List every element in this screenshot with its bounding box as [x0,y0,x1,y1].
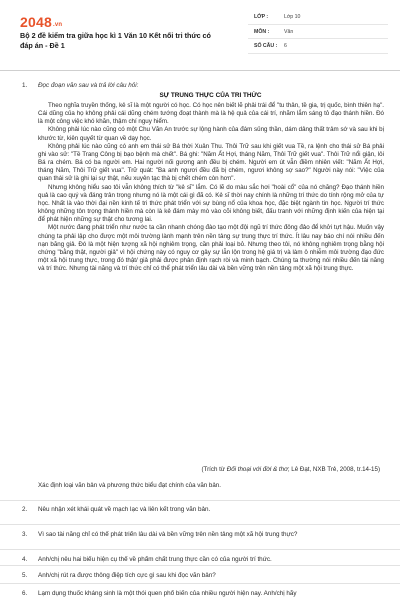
question-divider [0,549,400,550]
meta-value: Văn [284,28,294,35]
question-divider [0,524,400,525]
header-divider [0,70,400,71]
question-divider [0,500,400,501]
question-prompt: Đọc đoạn văn sau và trả lời câu hỏi: [38,82,139,89]
page-header [0,0,400,68]
question-item [0,506,400,520]
question-text: Vì sao tài năng chỉ có thể phát triển lâu dài và bền vững trên nền tảng một xã hội trung thực? [38,531,298,538]
reading-passage [38,102,384,273]
meta-row-class [248,10,388,25]
passage-title: SỰ TRUNG THỰC CỦA TRI THỨC [159,92,262,99]
site-logo[interactable] [20,14,62,30]
question-divider [0,565,400,566]
passage-paragraph: Không phải lúc nào cũng có anh em thái sử Bá thời Xuân Thu. Thôi Trữ sau khi giết vua Tề, ra lệnh cho thái sử Bá phải ghi vào sử: "Tề Trang Công bị bạo bệnh mà chết". Bá ghi: "Năm Ất Hợi, tháng Năm, Thôi Trữ giết vua". Thôi Trữ nổi giận, lôi Bá ra chém. Bá có ba người em. Hai người nối gương anh đều bị chém. Người em út vẫn điềm nhiên viết: "Năm Ất Hợi, tháng Năm, Thôi Trữ giết vua". Trữ quát: "Ba anh ngươi đều đã bị chém, ngươi không sợ sao?" Người này nói: "Việc của quan thái sử là ghi lại sự thật, nếu xuyên tạc thà bị chết chém còn hơn". [38,142,384,183]
meta-value: Lớp 10 [284,14,301,20]
question-text: Anh/chị nêu hai biểu hiện cụ thể về phẩm chất trung thực cần có của người trí thức. [38,556,272,563]
meta-value: 6 [284,43,287,49]
question-text: Lạm dụng thuốc kháng sinh là một thói quen phổ biến của nhiều người hiện nay. Anh/chị hãy [38,590,297,597]
question-number: 6. [22,590,28,597]
meta-row-subject [248,25,388,40]
question-text: Nêu nhận xét khái quát về mạch lạc và liên kết trong văn bản. [38,506,211,513]
meta-row-count [248,39,388,54]
question-number: 1. [22,82,28,89]
passage-paragraph: Nhưng không hiểu sao tôi vẫn không thích từ "kẻ sĩ" lắm. Có lẽ do màu sắc hơi "hoài cổ" của nó chăng? Đạo thánh hiền quả là cao quý và đáng trân trọng nhưng nó là một cái gì đã có. Kẻ sĩ thời nay chính là những trí thức do tính rộng mở của tự học. Nhất là vào thời đại nền kinh tế tri thức phát triển với sự bùng nổ của khoa học, đặc biệt ngành tin học. Người trí thức không những tôn trọng thánh hiền mà còn là kẻ đám mày mò vào cõi không biết, đấu tranh với những định kiến của hiện tại để phát hiện những sự thật cho tương lai. [38,183,384,224]
question-text: Anh/chị rút ra được thông điệp tích cực gì sau khi đọc văn bản? [38,572,216,579]
logo-text: 2048 [20,14,52,30]
page-title: Bộ 2 đề kiểm tra giữa học kì 1 Văn 10 Kết nối tri thức có đáp án - Đề 1 [20,31,211,50]
question-item [0,531,400,545]
question-number: 3. [22,531,28,538]
question-item [0,590,400,600]
question-task: Xác định loại văn bản và phương thức biểu đạt chính của văn bản. [38,482,221,489]
passage-paragraph: Một nước đang phát triển như nước ta cần nhanh chóng đào tạo một đội ngũ trí thức đông đảo để khởi tựt hậu. Muốn vậy chúng ta phải lập cho được một môi trường lành mạnh trên nền tảng sự trung thực trí thức. Ít lâu nay báo chí nói nhiều đến nạn băng giả. Đó là một hiện tượng xã hội nghiêm trọng, cần phải loại bỏ. Nhưng theo tôi, nó không nghiêm trọng bằng hội chứng "bằng thật, người giả" vì hội chứng này có nguy cơ gây sự lẫn lộn trong hệ giá trị và làm ô nhiễm môi trường đạo đức một xã hội trung thực, trong đó thật/ giả phải được phân định rạch ròi và minh bạch. Chúng ta thường nói nhiều đến tài năng và trí thức. Nhưng tài năng và trí thức chỉ có thể phát triển lâu dài và bền vững trên nền tảng một xã hội trung thực. [38,224,384,273]
question-divider [0,583,400,584]
meta-key: MÔN : [254,28,270,35]
meta-key: LỚP : [254,14,269,20]
source-suffix: ; Lê Đạt, NXB Trẻ, 2008, tr.14-15) [287,466,380,473]
meta-key: SỐ CÂU : [254,43,278,49]
question-number: 5. [22,572,28,579]
passage-source [38,466,380,473]
question-item [0,556,400,570]
question-number: 2. [22,506,28,513]
logo-suffix: .vn [52,22,63,28]
source-prefix: (Trích từ [201,466,225,473]
passage-paragraph: Theo nghĩa truyền thống, kẻ sĩ là một người có học. Có học nên biết lẽ phải trái để "tu thân, tề gia, trị quốc, bình thiên hạ". Cái dũng của họ không phải cái dũng chém tướng đoạt thành mà là hệ quả của cái trí, nhãm lắm sáng tỏ đạo thánh hiền. Đó là một công việc khó khăn, thậm chí nguy hiểm. [38,102,384,126]
source-title: Đối thoại với đời & thơ [226,466,288,473]
exam-meta [248,10,388,54]
question-number: 4. [22,556,28,563]
passage-paragraph: Không phải lúc nào cũng có một Chu Văn An trước sự lộng hành của đám sủng thần, dám dâng thất trảm sớ và sau khi bị khước từ, kiên quyết từ quan về dạy học. [38,126,384,142]
